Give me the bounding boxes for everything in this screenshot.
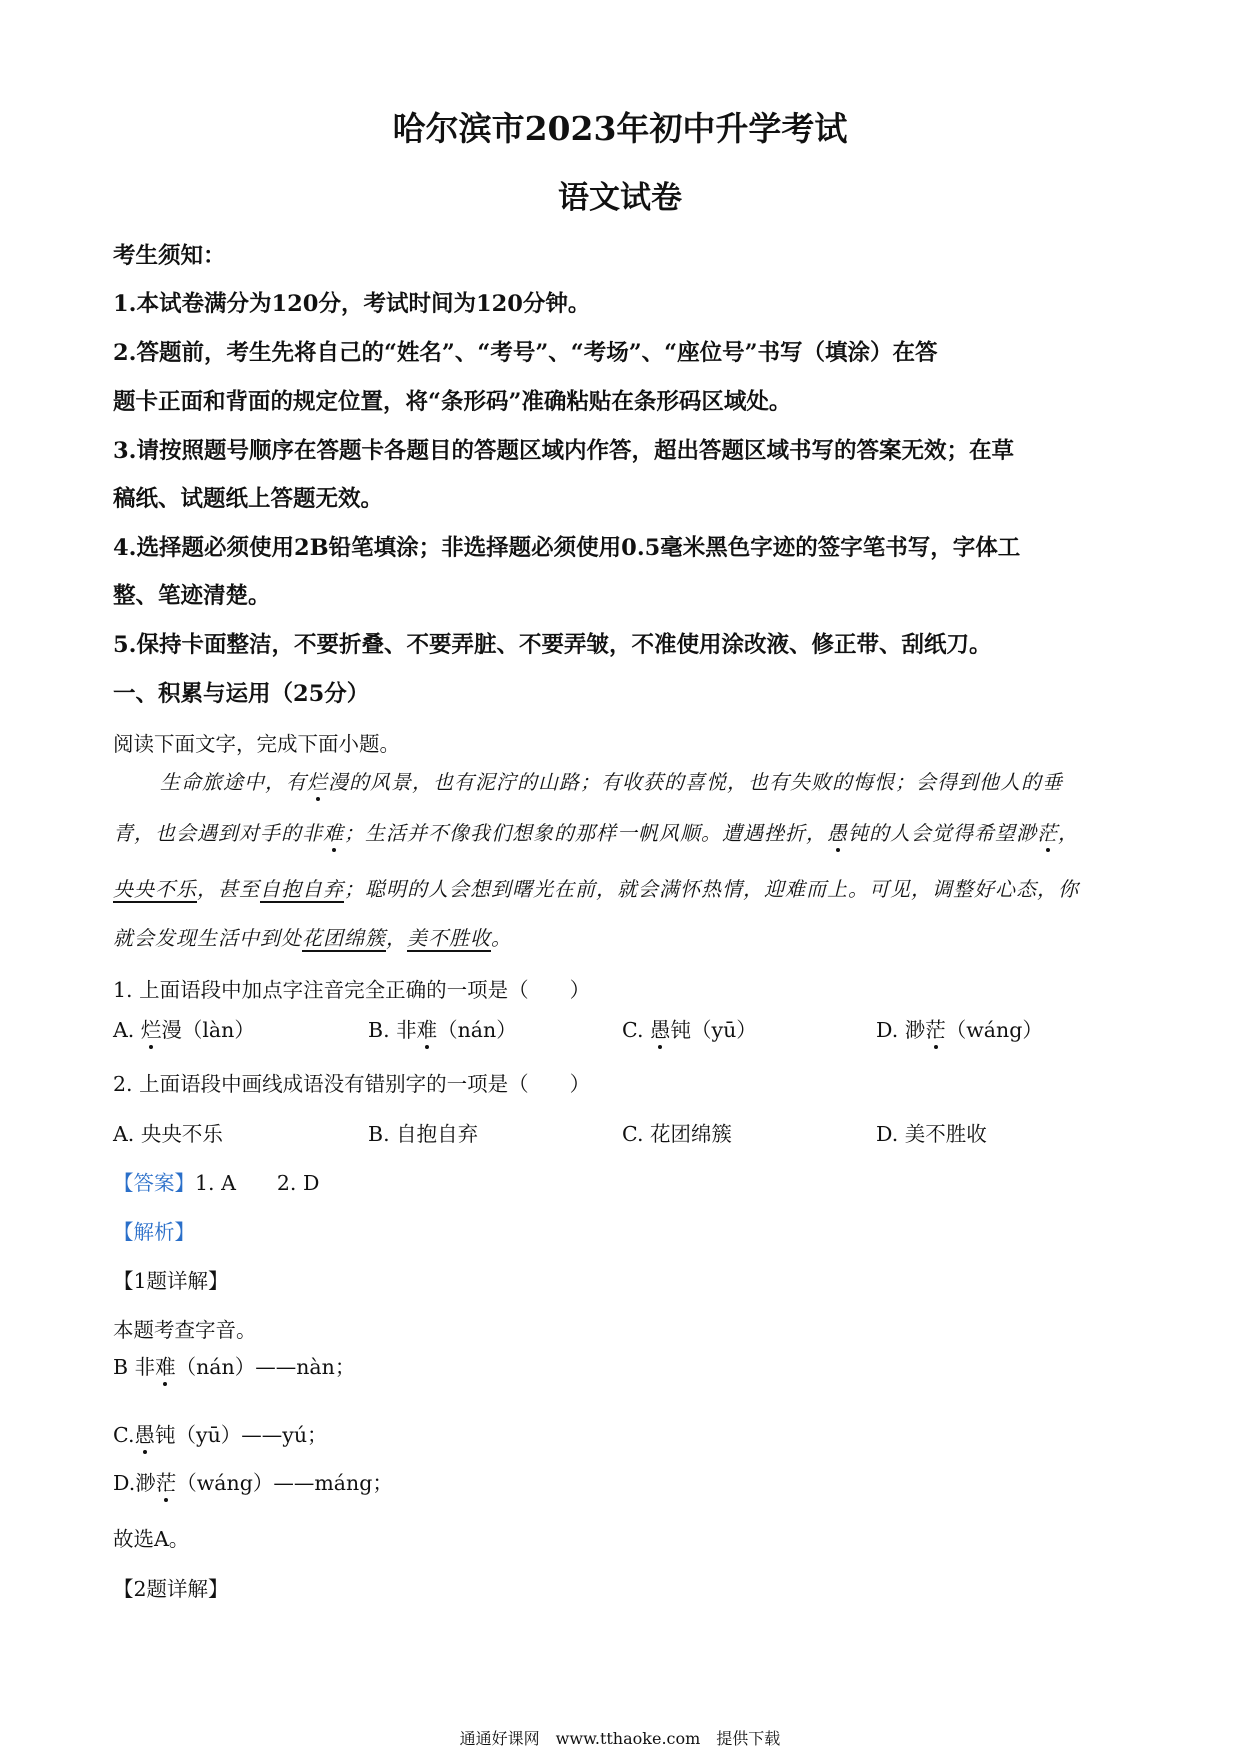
option-a: A. 央央不乐 bbox=[113, 1122, 223, 1146]
notice-line: 稿纸、试题纸上答题无效。 bbox=[113, 486, 384, 512]
passage-line: 就会发现生活中到处花团绵簇，美不胜收。 bbox=[113, 926, 512, 950]
underlined-idiom: 花团绵簇 bbox=[302, 926, 386, 950]
analysis-tag: 【解析】 bbox=[113, 1220, 195, 1244]
option-c: C. 花团绵簇 bbox=[622, 1122, 732, 1146]
dotted-char: 难 bbox=[416, 1018, 438, 1042]
dotted-char: 难 bbox=[323, 821, 344, 845]
dotted-char: 愚 bbox=[650, 1018, 671, 1042]
detail-item: B 非难（nán）——nàn； bbox=[113, 1355, 356, 1379]
question-stem: 2. 上面语段中画线成语没有错别字的一项是（ ） bbox=[113, 1072, 591, 1096]
detail-item: C.愚钝（yū）——yú； bbox=[113, 1423, 328, 1447]
dotted-char: 茫 bbox=[155, 1471, 177, 1495]
answer-line bbox=[113, 1166, 319, 1196]
exam-subtitle: 语文试卷 bbox=[558, 180, 682, 216]
detail-item: D.渺茫（wáng）——máng； bbox=[113, 1471, 393, 1495]
notice-line: 3.请按照题号顺序在答题卡各题目的答题区域内作答，超出答题区域书写的答案无效；在草 bbox=[113, 438, 1014, 464]
exam-title: 哈尔滨市2023年初中升学考试 bbox=[392, 109, 848, 148]
option-b: B. 非难（nán） bbox=[368, 1018, 517, 1042]
notice-line: 2.答题前，考生先将自己的“姓名”、“考号”、“考场”、“座位号”书写（填涂）在答 bbox=[113, 340, 938, 366]
notice-line: 4.选择题必须使用2B铅笔填涂；非选择题必须使用0.5毫米黑色字迹的签字笔书写，字体工 bbox=[113, 535, 1021, 561]
notice-line: 1.本试卷满分为120分，考试时间为120分钟。 bbox=[113, 291, 591, 317]
option-a: A. 烂漫（làn） bbox=[113, 1018, 255, 1042]
dotted-char: 愚 bbox=[134, 1423, 155, 1447]
page-footer: 通通好课网 www.tthaoke.com 提供下载 bbox=[459, 1729, 781, 1748]
detail-conclusion: 故选A。 bbox=[113, 1527, 190, 1551]
underlined-idiom: 自抱自弃 bbox=[260, 877, 344, 901]
dotted-char: 愚 bbox=[827, 821, 848, 845]
detail-heading: 【2题详解】 bbox=[113, 1577, 229, 1601]
passage-line: 生命旅途中，有烂漫的风景，也有泥泞的山路；有收获的喜悦，也有失败的悔恨；会得到他人的垂 bbox=[160, 770, 1063, 794]
option-d: D. 美不胜收 bbox=[876, 1122, 987, 1146]
dotted-char: 茫 bbox=[1037, 821, 1058, 845]
detail-heading: 【1题详解】 bbox=[113, 1269, 229, 1293]
notice-line: 题卡正面和背面的规定位置，将“条形码”准确粘贴在条形码区域处。 bbox=[113, 389, 792, 415]
option-b: B. 自抱自弃 bbox=[368, 1122, 479, 1146]
dotted-char: 烂 bbox=[140, 1018, 162, 1042]
passage-line: 青，也会遇到对手的非难；生活并不像我们想象的那样一帆风顺。遭遇挫折，愚钝的人会觉得希望渺茫， bbox=[113, 821, 1079, 845]
question-stem: 1. 上面语段中加点字注音完全正确的一项是（ ） bbox=[113, 978, 591, 1002]
option-c: C. 愚钝（yū） bbox=[622, 1018, 757, 1042]
notice-heading: 考生须知： bbox=[113, 243, 226, 269]
dotted-char: 难 bbox=[155, 1355, 176, 1379]
underlined-idiom: 美不胜收 bbox=[407, 926, 491, 950]
notice-line: 整、笔迹清楚。 bbox=[113, 583, 271, 609]
option-d: D. 渺茫（wáng） bbox=[876, 1018, 1043, 1042]
detail-intro: 本题考查字音。 bbox=[113, 1318, 257, 1342]
dotted-char: 茫 bbox=[925, 1018, 946, 1042]
section-heading: 一、积累与运用（25分） bbox=[113, 681, 370, 707]
notice-line: 5.保持卡面整洁，不要折叠、不要弄脏、不要弄皱，不准使用涂改液、修正带、刮纸刀。 bbox=[113, 632, 992, 658]
passage-line: 央央不乐，甚至自抱自弃；聪明的人会想到曙光在前，就会满怀热情，迎难而上。可见，调整好心态，你 bbox=[113, 877, 1079, 901]
reading-instruction: 阅读下面文字，完成下面小题。 bbox=[113, 732, 400, 756]
dotted-char: 烂 bbox=[307, 770, 328, 794]
answer-tag: 【答案】 bbox=[113, 1171, 195, 1195]
underlined-idiom: 央央不乐 bbox=[113, 877, 197, 901]
answer-text: 1. A 2. D bbox=[195, 1171, 320, 1195]
